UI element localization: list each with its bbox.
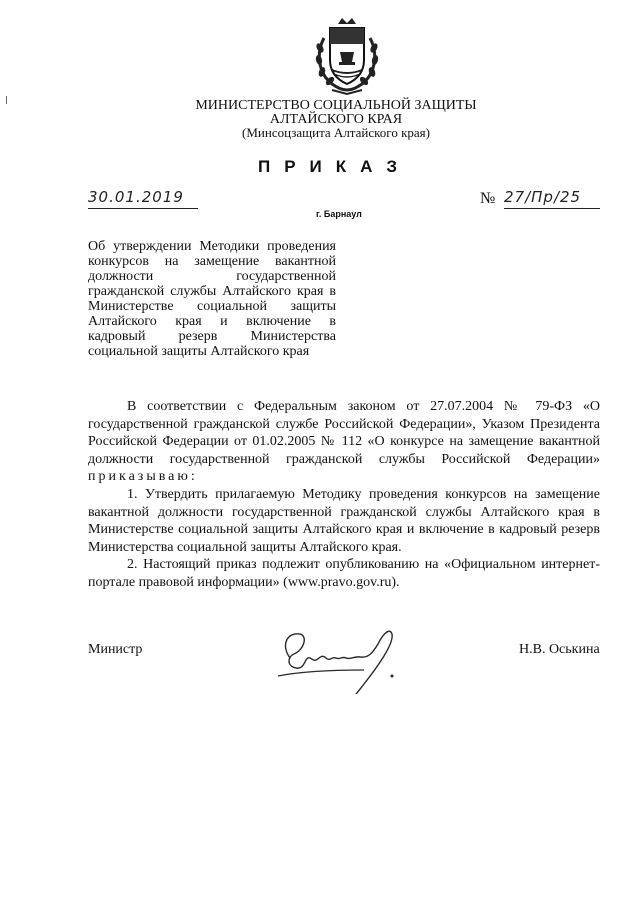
signatory-post: Министр [88,642,143,657]
signatory-name: Н.В. Оськина [519,642,600,657]
document-city: г. Барнаул [316,209,362,219]
order-word: приказываю: [88,469,198,485]
document-number: 27/Пр/25 [504,188,600,209]
org-name-line-2: АЛТАЙСКОГО КРАЯ [269,112,403,127]
document-body [88,398,600,592]
preamble-text: В соответствии с Федеральным законом от 27.07.2004 № 79-ФЗ «О государственной гражданской службе Российской Федерации», Указом Президента Российской Федерации от 01.02.2005 № 112 «О конкурсе на замещение вакантной должности государственной гражданской службы Российской Федерации» [88,399,600,467]
document-type-title: ПРИКАЗ [258,157,412,176]
number-label: № [480,190,496,207]
document-date: 30.01.2019 [88,188,198,209]
handwritten-signature [268,614,408,694]
order-item-2: 2. Настоящий приказ подлежит опубликованию на «Официальном интернет-портале правовой информации» (www.pravo.gov.ru). [88,557,600,590]
scan-mark [6,96,7,104]
org-short-name: (Минсоцзащита Алтайского края) [242,125,430,140]
org-name-line-1: МИНИСТЕРСТВО СОЦИАЛЬНОЙ ЗАЩИТЫ [195,98,477,113]
order-item-1: 1. Утвердить прилагаемую Методику проведения конкурсов на замещение вакантной должности государственной гражданской службы Алтайского края в Министерстве социальной защиты Алтайского края и включение в кадровый резерв Министерства социальной защиты Алтайского края. [88,486,600,555]
document-subject: Об утверждении Методики проведения конкурсов на замещение вакантной должности государственной гражданской службы Алтайского края в Министерстве социальной защиты Алтайского края и включение в кадровый резерв Министерства социальной защиты Алтайского края [88,239,336,359]
coat-of-arms-emblem [312,18,382,98]
preamble-paragraph [88,398,600,486]
